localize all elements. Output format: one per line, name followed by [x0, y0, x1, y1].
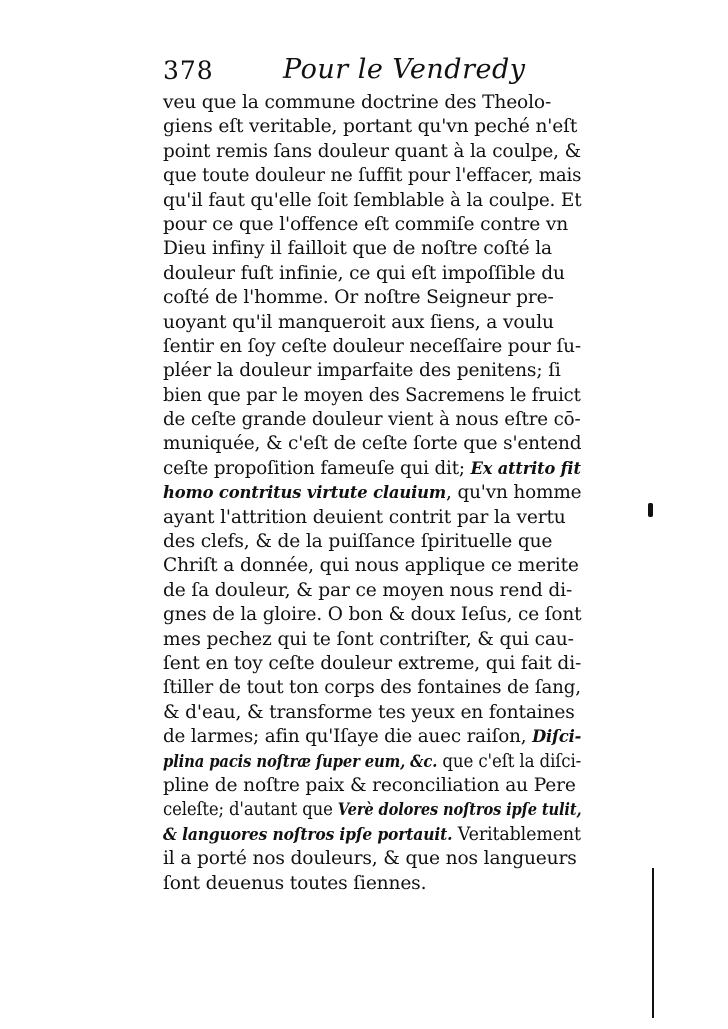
text-line [163, 725, 582, 749]
text-segment: que c'eſt la diſci- [437, 750, 582, 772]
page-number: 378 [163, 56, 214, 85]
text-line [163, 359, 581, 383]
text-segment: pline de noſtre paix & reconciliation au Pere [163, 774, 576, 796]
text-segment: & d'eau, & transforme tes yeux en fontaines [163, 701, 575, 723]
text-segment: mes pechez qui te ſont contriſter, & qui cau- [163, 628, 574, 650]
text-line [163, 384, 581, 408]
text-segment: ſtiller de tout ton corps des fontaines de ſang, [163, 677, 581, 699]
text-line [163, 164, 582, 188]
text-segment: ayant l'attrition deuient contrit par la vertu [163, 506, 566, 528]
text-line [163, 286, 581, 310]
text-segment: pléer la douleur imparfaite des penitens; ſi [163, 360, 561, 382]
text-segment: douleur fuſt infinie, ce qui eſt impoſſible du [163, 262, 565, 284]
italic-quote: Diſci- [532, 727, 582, 747]
text-segment: pour ce que l'offence eſt commiſe contre vn [163, 213, 569, 235]
text-segment: Veritablement [452, 823, 581, 845]
text-segment: qu'il faut qu'elle ſoit ſemblable à la coulpe. Et [163, 189, 582, 211]
text-segment: il a porté nos douleurs, & que nos langueurs [163, 848, 577, 870]
text-segment: veu que la commune doctrine des Theolo- [163, 92, 552, 113]
text-segment: celeſte; d'autant que [163, 799, 338, 821]
text-line [163, 140, 581, 164]
text-line [163, 213, 581, 237]
text-segment: de larmes; afin qu'Iſaye die auec raiſon, [163, 726, 533, 748]
text-line [163, 872, 581, 896]
text-segment: ceſte propoſition fameuſe qui dit; [163, 457, 471, 479]
text-line [163, 91, 581, 115]
text-segment: ſentir en ſoy ceſte douleur neceſſaire pour ſu- [163, 335, 581, 357]
text-segment: , qu'vn homme [446, 482, 582, 504]
page-edge-line [652, 868, 654, 1018]
text-line [163, 481, 582, 505]
text-line [163, 311, 581, 335]
text-line [163, 579, 581, 603]
text-line [163, 847, 581, 871]
text-segment: point remis ſans douleur quant à la coulpe, & [163, 140, 581, 162]
text-line [163, 335, 581, 359]
text-line [163, 628, 581, 652]
text-line [163, 530, 581, 554]
italic-quote: Ex attrito fit [470, 458, 581, 478]
text-segment: des clefs, & de la puiſſance ſpirituelle que [163, 531, 553, 553]
text-segment: ſent en toy ceſte douleur extreme, qui fait di- [163, 652, 582, 674]
text-segment: de ſa douleur, & par ce moyen nous rend di- [163, 579, 573, 601]
text-line [163, 701, 581, 725]
italic-quote: homo contritus virtute clauium [163, 483, 447, 503]
text-segment: ſont deuenus toutes ſiennes. [163, 872, 427, 894]
text-line [163, 189, 582, 213]
text-line [163, 408, 581, 432]
text-line [163, 432, 582, 456]
text-segment: de ceſte grande douleur vient à nous eſtre cō- [163, 409, 581, 431]
margin-mark [648, 503, 653, 517]
running-title: Pour le Vendredy [283, 54, 526, 85]
text-line [163, 823, 581, 847]
text-line [163, 676, 581, 700]
italic-quote: plina pacis noſtræ ſuper eum, &c. [163, 751, 438, 771]
text-segment: coſté de l'homme. Or noſtre Seigneur pre- [163, 287, 554, 309]
text-line [163, 554, 581, 578]
text-line [163, 603, 582, 627]
text-line [163, 750, 582, 774]
text-segment: Dieu infiny il failloit que de noſtre coſté la [163, 238, 552, 260]
text-segment: uoyant qu'il manqueroit aux ſiens, a voulu [163, 311, 554, 333]
text-line [163, 237, 581, 261]
text-line [163, 798, 582, 822]
text-line [163, 774, 581, 798]
body-text [163, 91, 581, 896]
text-line [163, 652, 581, 676]
text-line [163, 115, 581, 139]
text-segment: que toute douleur ne ſuffit pour l'effacer, mais [163, 165, 582, 187]
text-segment: Chriſt a donnée, qui nous applique ce merite [163, 555, 579, 577]
text-segment: muniquée, & c'eſt de ceſte ſorte que s'entend [163, 433, 582, 455]
text-line [163, 506, 581, 530]
page-header [163, 56, 593, 92]
text-segment: giens eſt veritable, portant qu'vn peché n'eſt [163, 116, 578, 138]
italic-quote: Verè dolores noſtros ipſe tulit, [337, 800, 582, 820]
text-segment: bien que par le moyen des Sacremens le fruict [163, 384, 581, 406]
text-line [163, 457, 581, 481]
text-segment: gnes de la gloire. O bon & doux Ieſus, ce ſont [163, 604, 582, 626]
italic-quote: & languores noſtros ipſe portauit. [163, 824, 453, 844]
text-line [163, 262, 581, 286]
